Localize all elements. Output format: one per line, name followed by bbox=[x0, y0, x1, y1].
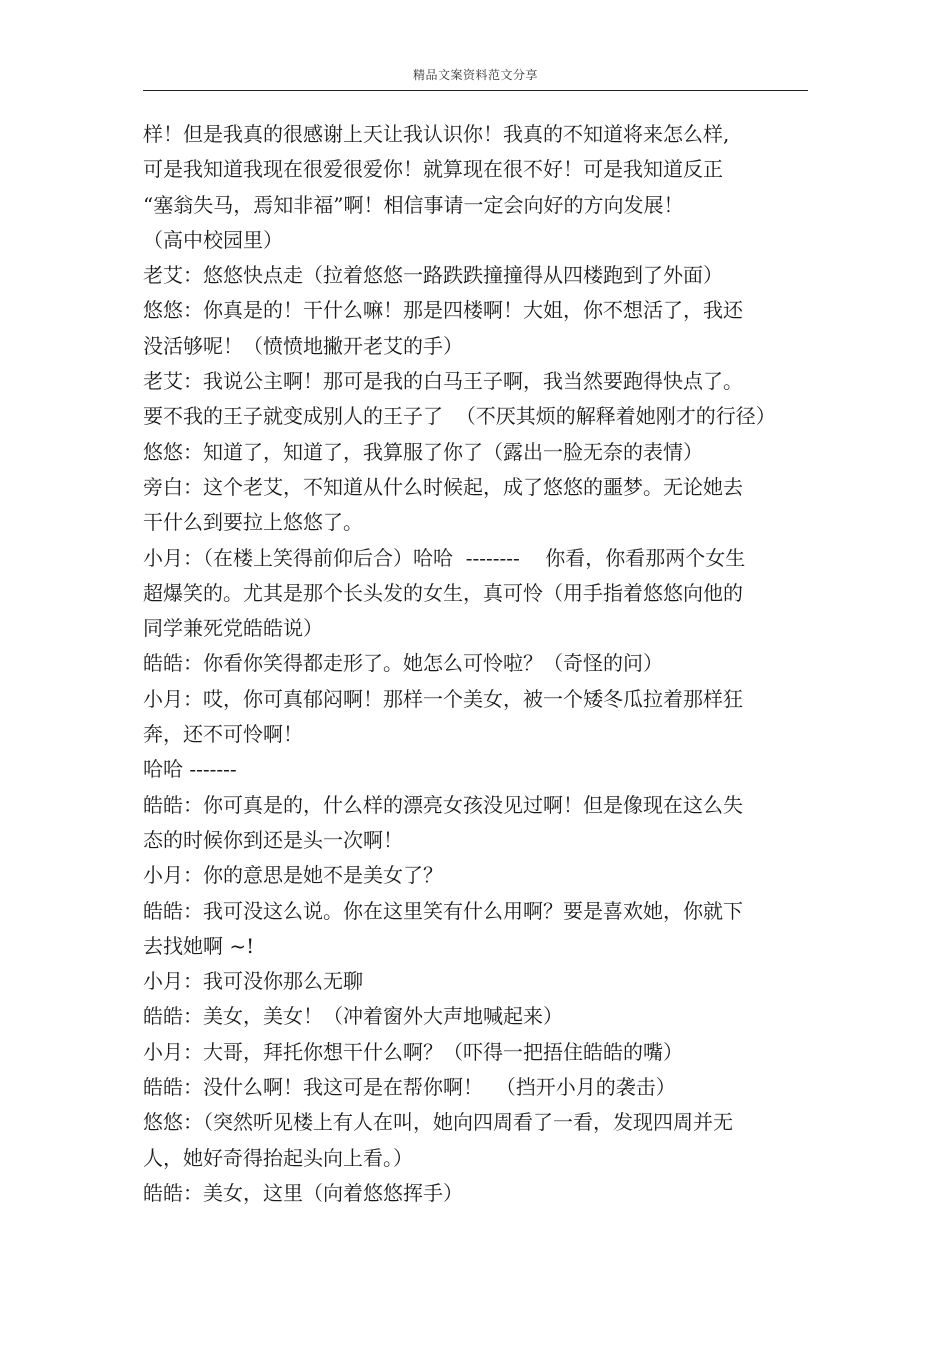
text-line: 皓皓：没什么啊！我这可是在帮你啊！ （挡开小月的袭击） bbox=[143, 1075, 676, 1100]
text-line: 超爆笑的。尤其是那个长头发的女生，真可怜（用手指着悠悠向他的 bbox=[143, 580, 743, 605]
text-line: （高中校园里） bbox=[143, 227, 283, 252]
text-line: 小月：你的意思是她不是美女了？ bbox=[143, 863, 443, 888]
text-line: 悠悠：你真是的！干什么嘛！那是四楼啊！大姐，你不想活了，我还 bbox=[143, 298, 743, 323]
text-line: 悠悠：（突然听见楼上有人在叫，她向四周看了一看，发现四周并无 bbox=[143, 1110, 733, 1135]
text-line: 奔，还不可怜啊！ bbox=[143, 722, 303, 747]
text-line: 样！但是我真的很感谢上天让我认识你！我真的不知道将来怎么样, bbox=[143, 122, 730, 146]
text-line: 干什么到要拉上悠悠了。 bbox=[143, 510, 363, 535]
page-header: 精品文案资料范文分享 bbox=[412, 68, 538, 82]
document-body bbox=[143, 117, 813, 1211]
text-line: 哈哈 ------- bbox=[143, 757, 237, 782]
text-line: 皓皓：美女，美女！（冲着窗外大声地喊起来） bbox=[143, 1004, 563, 1029]
header-divider bbox=[143, 90, 808, 91]
text-line: 旁白：这个老艾，不知道从什么时候起，成了悠悠的噩梦。无论她去 bbox=[143, 474, 743, 499]
text-line: 悠悠：知道了，知道了，我算服了你了（露出一脸无奈的表情） bbox=[143, 439, 703, 464]
text-line: 小月：哎，你可真郁闷啊！那样一个美女，被一个矮冬瓜拉着那样狂 bbox=[143, 686, 743, 711]
text-line: 同学兼死党皓皓说） bbox=[143, 616, 323, 641]
text-line: 要不我的王子就变成别人的王子了 （不厌其烦的解释着她刚才的行径） bbox=[143, 404, 776, 429]
text-line: 小月：（在楼上笑得前仰后合）哈哈 -------- 你看，你看那两个女生 bbox=[143, 545, 746, 570]
text-line: 皓皓：我可没这么说。你在这里笑有什么用啊？要是喜欢她，你就下 bbox=[143, 898, 743, 923]
text-line: 小月：大哥，拜托你想干什么啊？（吓得一把捂住皓皓的嘴） bbox=[143, 1039, 683, 1064]
text-line: 去找她啊 ~! bbox=[143, 933, 255, 958]
text-line: 人，她好奇得抬起头向上看。） bbox=[143, 1145, 413, 1170]
text-line: 皓皓：你可真是的，什么样的漂亮女孩没见过啊！但是像现在这么失 bbox=[143, 792, 743, 817]
text-line: 皓皓：美女，这里（向着悠悠挥手） bbox=[143, 1180, 463, 1205]
text-line: 小月：我可没你那么无聊 bbox=[143, 969, 363, 994]
text-line: 可是我知道我现在很爱很爱你！就算现在很不好！可是我知道反正 bbox=[143, 157, 723, 182]
text-line: “塞翁失马，焉知非福”啊！相信事请一定会向好的方向发展！ bbox=[143, 192, 684, 217]
text-line: 老艾：悠悠快点走（拉着悠悠一路跌跌撞撞得从四楼跑到了外面） bbox=[143, 263, 723, 288]
text-line: 皓皓：你看你笑得都走形了。她怎么可怜啦？（奇怪的问） bbox=[143, 651, 663, 676]
text-line: 态的时候你到还是头一次啊！ bbox=[143, 827, 403, 852]
text-line: 没活够呢！（愤愤地撇开老艾的手） bbox=[143, 333, 463, 358]
text-line: 老艾：我说公主啊！那可是我的白马王子啊，我当然要跑得快点了。 bbox=[143, 369, 743, 394]
